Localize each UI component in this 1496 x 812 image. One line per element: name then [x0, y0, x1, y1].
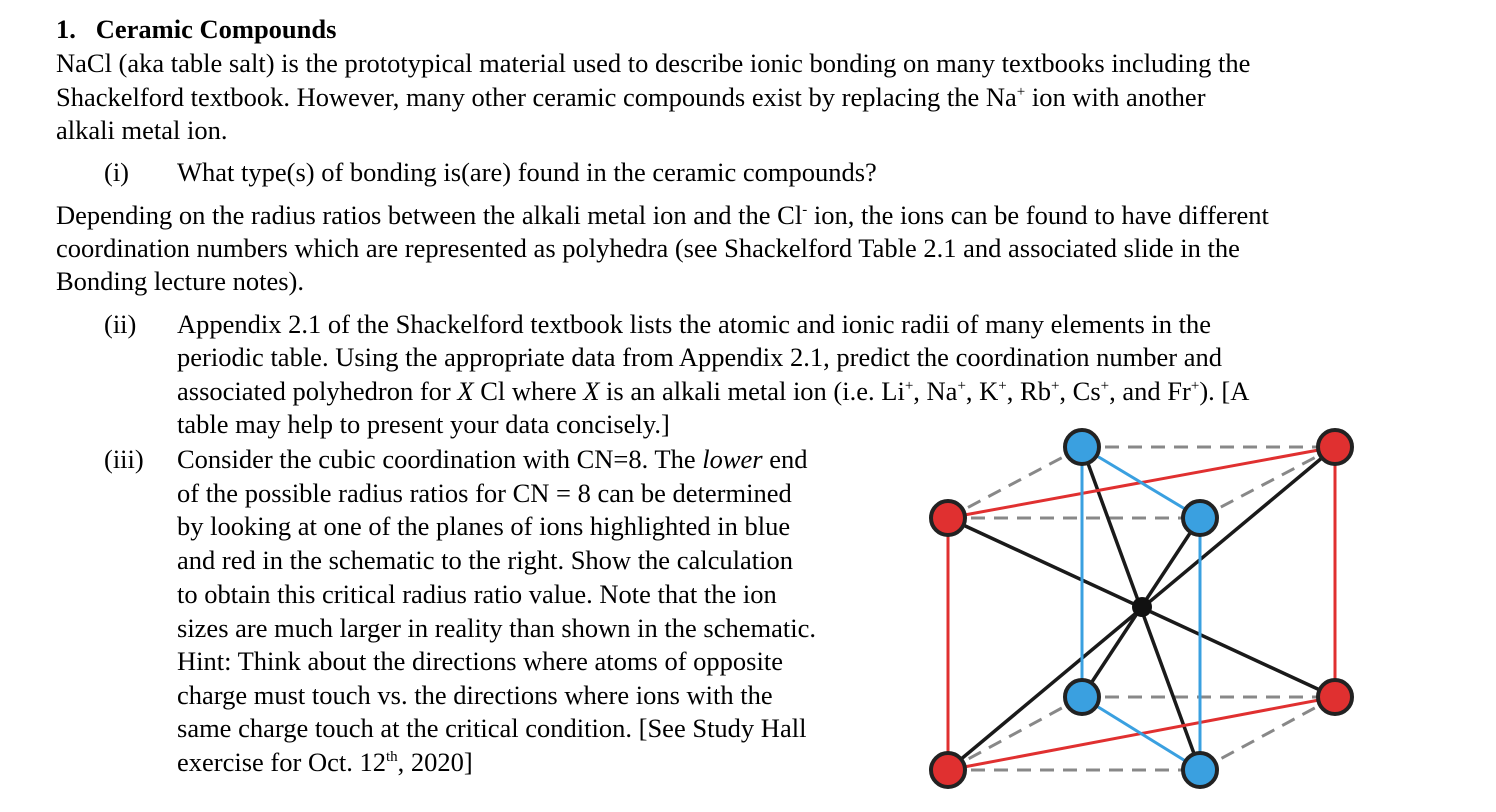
- question-iii-line-8: charge must touch vs. the directions where ions with the: [177, 680, 773, 710]
- para2-line-2: coordination numbers which are represented as polyhedra (see Shackelford Table 2.1 and associated slide in the: [56, 233, 1240, 263]
- question-ii-line-1: Appendix 2.1 of the Shackelford textbook lists the atomic and ionic radii of many elements in the: [177, 309, 1211, 339]
- question-iii-line-3: by looking at one of the planes of ions highlighted in blue: [177, 511, 791, 541]
- para2-line-3: Bonding lecture notes).: [56, 266, 305, 296]
- blue-ion-front-bottom: [1183, 753, 1217, 787]
- blue-ion-back-top: [1065, 430, 1099, 464]
- intro-line-3: alkali metal ion.: [56, 115, 228, 145]
- cubic-coordination-diagram: [905, 405, 1495, 810]
- question-iii-line-10: exercise for Oct. 12th, 2020]: [177, 747, 473, 777]
- red-ion-back-top-right: [1318, 430, 1352, 464]
- red-ion-back-bottom-right: [1318, 680, 1352, 714]
- question-iii-line-7: Hint: Think about the directions where atoms of opposite: [177, 646, 783, 676]
- center-ion: [1132, 597, 1152, 617]
- question-ii-line-2: periodic table. Using the appropriate data from Appendix 2.1, predict the coordination number and: [177, 342, 1222, 372]
- question-iii-line-5: to obtain this critical radius ratio value. Note that the ion: [177, 579, 777, 609]
- question-iii-label: (iii): [104, 444, 144, 474]
- intro-line-1: NaCl (aka table salt) is the prototypical material used to describe ionic bonding on many textbooks including the: [56, 48, 1251, 78]
- question-iii-line-2: of the possible radius ratios for CN = 8 can be determined: [177, 478, 792, 508]
- question-iii-line-9: same charge touch at the critical condition. [See Study Hall: [177, 713, 807, 743]
- question-iii-line-4: and red in the schematic to the right. Show the calculation: [177, 545, 793, 575]
- intro-line-2: Shackelford textbook. However, many other ceramic compounds exist by replacing the Na+ ion with another: [56, 82, 1206, 112]
- red-ion-front-top-left: [931, 501, 965, 535]
- para2-line-1: Depending on the radius ratios between the alkali metal ion and the Cl- ion, the ions can be found to have different: [56, 200, 1269, 230]
- question-iii-line-1: Consider the cubic coordination with CN=8. The lower end: [177, 444, 808, 474]
- question-i-text: What type(s) of bonding is(are) found in the ceramic compounds?: [177, 157, 877, 187]
- question-i-label: (i): [104, 157, 130, 187]
- blue-ion-back-bottom: [1065, 680, 1099, 714]
- section-heading: [56, 13, 336, 46]
- red-ion-front-bottom-left: [931, 753, 965, 787]
- blue-ion-front-top: [1183, 501, 1217, 535]
- question-ii-line-4: table may help to present your data concisely.]: [177, 409, 670, 439]
- question-ii-label: (ii): [104, 309, 137, 339]
- question-ii-line-3: associated polyhedron for X Cl where X is an alkali metal ion (i.e. Li+, Na+, K+, Rb+, Cs+, and Fr+). [A: [177, 376, 1250, 406]
- section-title: Ceramic Compounds: [95, 14, 337, 44]
- section-number: 1.: [56, 14, 76, 44]
- question-iii-line-6: sizes are much larger in reality than shown in the schematic.: [177, 613, 816, 643]
